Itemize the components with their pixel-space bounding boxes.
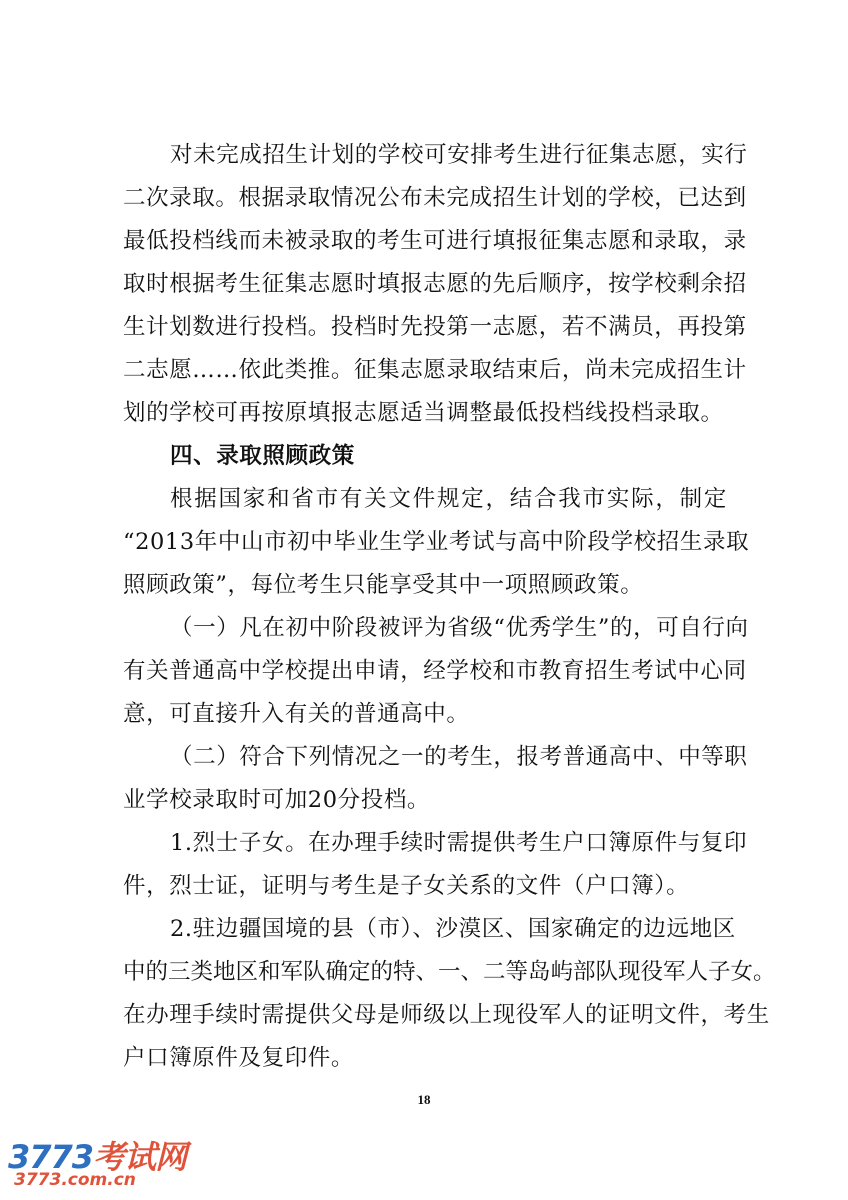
body-line: 划的学校可再按原填报志愿适当调整最低投档线投档录取。 — [123, 400, 724, 426]
body-line: 对未完成招生计划的学校可安排考生进行征集志愿，实行 — [170, 142, 748, 168]
body-line: 有关普通高中学校提出申请，经学校和市教育招生考试中心同 — [123, 658, 747, 684]
body-line: 件，烈士证，证明与考生是子女关系的文件（户口簿）。 — [123, 873, 690, 899]
body-line: 照顾政策”，每位考生只能享受其中一项照顾政策。 — [123, 572, 644, 598]
body-line: “2013年中山市初中毕业生学业考试与高中阶段学校招生录取 — [123, 529, 750, 555]
body-line: 取时根据考生征集志愿时填报志愿的先后顺序，按学校剩余招 — [123, 271, 747, 297]
body-line: 根据国家和省市有关文件规定，结合我市实际，制定 — [170, 486, 727, 512]
section-heading: 四、录取照顾政策 — [170, 443, 355, 469]
body-line: （二）符合下列情况之一的考生，报考普通高中、中等职 — [170, 744, 748, 770]
body-line: （一）凡在初中阶段被评为省级“优秀学生”的，可自行向 — [170, 615, 749, 641]
body-line: 在办理手续时需提供父母是师级以上现役军人的证明文件，考生 — [123, 1002, 770, 1028]
body-line: 意，可直接升入有关的普通高中。 — [123, 701, 470, 727]
page-number: 18 — [417, 1092, 431, 1107]
body-line: 中的三类地区和军队确定的特、一、二等岛屿部队现役军人子女。 — [123, 959, 776, 985]
body-line: 2.驻边疆国境的县（市）、沙漠区、国家确定的边远地区 — [170, 916, 736, 942]
body-line: 最低投档线而未被录取的考生可进行填报征集志愿和录取，录 — [123, 228, 747, 254]
watermark-url: 3773.com.cn — [14, 1170, 136, 1190]
body-line: 业学校录取时可加20分投档。 — [123, 787, 431, 813]
body-line: 生计划数进行投档。投档时先投第一志愿，若不满员，再投第 — [123, 314, 747, 340]
body-line: 户口簿原件及复印件。 — [123, 1045, 355, 1071]
watermark-digits: 3773 — [8, 1138, 94, 1176]
body-line: 二志愿……依此类推。征集志愿录取结束后，尚未完成招生计 — [123, 357, 747, 383]
body-line: 1.烈士子女。在办理手续时需提供考生户口簿原件与复印 — [170, 830, 748, 856]
watermark-logo[interactable] — [8, 1132, 188, 1194]
watermark-chinese: 考试网 — [93, 1138, 187, 1176]
body-line: 二次录取。根据录取情况公布未完成招生计划的学校，已达到 — [123, 185, 747, 211]
